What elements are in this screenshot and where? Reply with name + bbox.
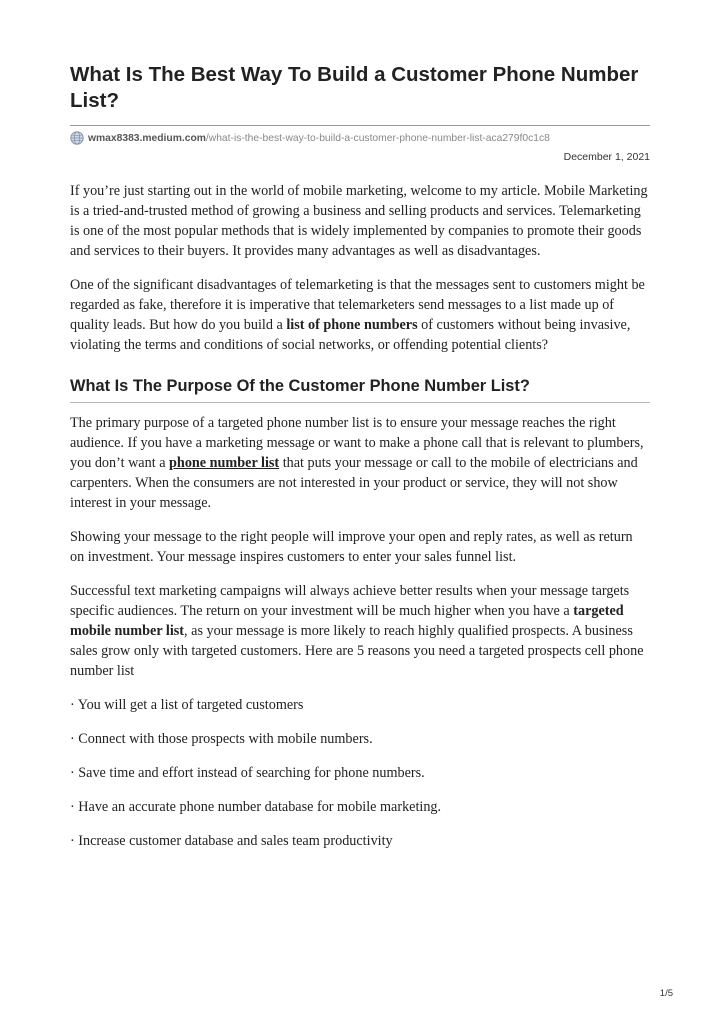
intro-paragraph-2 — [70, 275, 650, 355]
section-p3-text-after: , as your message is more likely to reach highly qualified prospects. A business sales grow only with targeted customers. Here are 5 reasons you need a targeted prospects cell phone number list — [70, 623, 644, 679]
section-paragraph-3 — [70, 581, 650, 681]
list-of-phone-numbers-bold: list of phone numbers — [286, 317, 418, 333]
section-paragraph-1 — [70, 413, 650, 513]
globe-icon — [70, 131, 84, 145]
section-divider — [70, 402, 650, 403]
list-item: · You will get a list of targeted customers — [70, 697, 304, 713]
publish-date: December 1, 2021 — [563, 151, 650, 163]
page-number: 1/5 — [659, 988, 673, 999]
phone-number-list-link[interactable]: phone number list — [169, 455, 280, 471]
article-title: What Is The Best Way To Build a Customer Phone Number List? — [70, 63, 639, 112]
source-domain-link[interactable]: wmax8383.medium.com — [88, 132, 206, 144]
section-paragraph-2: Showing your message to the right people will improve your open and reply rates, as well as return on investment. Your message inspires customers to enter your sales funnel list. — [70, 529, 633, 565]
section-p1-text-before: The primary purpose of a targeted phone number list is to ensure your message reaches the right audience. If you have a marketing message or want to make a phone call that is relevant to plumbers, you don’t want a — [70, 415, 644, 471]
section-heading: What Is The Purpose Of the Customer Phone Number List? — [70, 377, 530, 395]
section-p3-text-before: Successful text marketing campaigns will always achieve better results when your message targets specific audiences. The return on your investment will be much higher when you have a — [70, 583, 630, 619]
section-p1-text-after: that puts your message or call to the mobile of electricians and carpenters. When the consumers are not interested in your product or service, they will not show interest in your message. — [70, 455, 638, 511]
list-item: · Connect with those prospects with mobile numbers. — [70, 731, 373, 747]
title-divider — [70, 125, 650, 126]
source-line — [70, 130, 650, 146]
list-item: · Increase customer database and sales team productivity — [70, 833, 393, 849]
source-path-link[interactable]: /what-is-the-best-way-to-build-a-customer-phone-number-list-aca279f0c1c8 — [205, 132, 550, 144]
intro-paragraph-1: If you’re just starting out in the world of mobile marketing, welcome to my article. Mobile Marketing is a tried-and-trusted method of growing a business and selling products and services. Telemarketing is one of the most popular methods that is widely implemented by companies to promote their goods and services to their buyers. It provides many advantages as well as disadvantages. — [70, 183, 648, 259]
list-item: · Save time and effort instead of searching for phone numbers. — [70, 765, 425, 781]
intro-p2-text-after: of customers without being invasive, violating the terms and conditions of social networks, or offending potential clients? — [70, 317, 631, 353]
document-page — [70, 62, 650, 851]
intro-p2-text-before: One of the significant disadvantages of telemarketing is that the messages sent to customers might be regarded as fake, therefore it is imperative that telemarketers send messages to a list made up of quality leads. But how do you build a — [70, 277, 645, 333]
list-item: · Have an accurate phone number database for mobile marketing. — [70, 799, 442, 815]
targeted-mobile-number-list-bold: targeted mobile number list — [70, 603, 624, 639]
